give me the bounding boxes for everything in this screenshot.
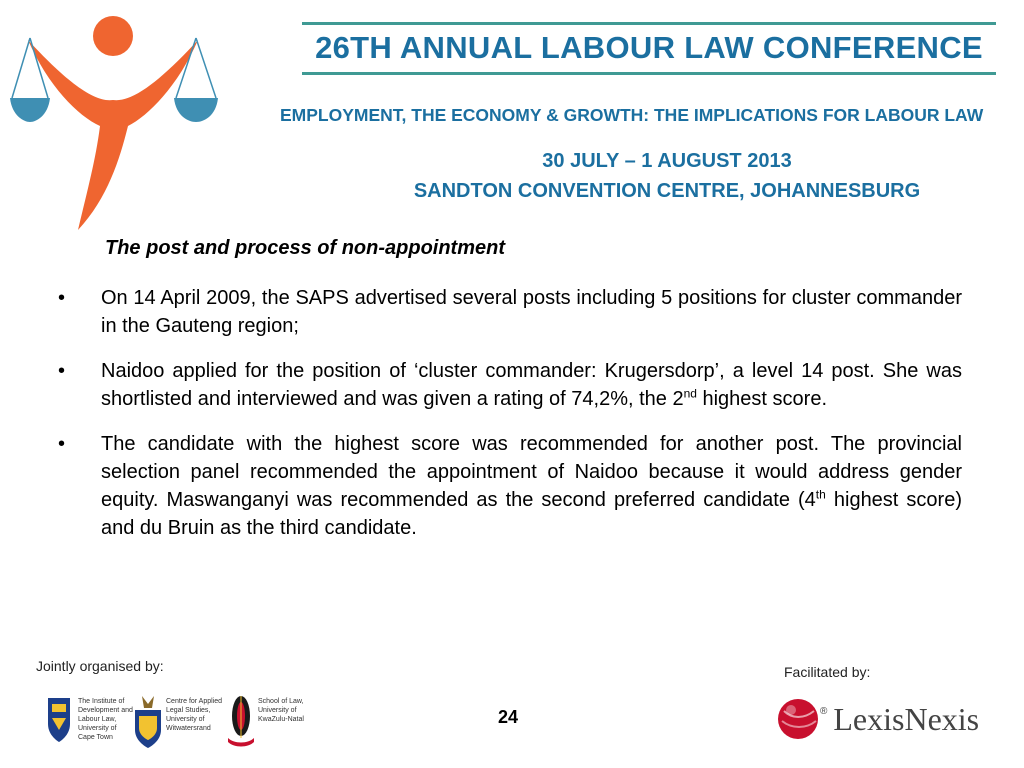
header-rule-top	[302, 22, 996, 25]
ordinal-suffix: nd	[683, 386, 697, 401]
bullet-item	[58, 357, 962, 413]
conference-theme: EMPLOYMENT, THE ECONOMY & GROWTH: THE IMPLICATIONS FOR LABOUR LAW	[280, 105, 984, 125]
conference-title: 26TH ANNUAL LABOUR LAW CONFERENCE	[315, 30, 983, 65]
lexisnexis-sphere-icon	[776, 697, 820, 741]
lexisnexis-registered-mark: ®	[820, 706, 828, 717]
lexisnexis-logo	[776, 694, 1006, 744]
organiser-wits-text: Centre for Applied Legal Studies, University of Witwatersrand	[166, 698, 223, 732]
bullet-text	[101, 430, 962, 542]
bullet-text-run: Naidoo applied for the position of ‘cluster commander: Krugersdorp’, a level 14 post. She was shortlisted and interviewed and was given a rating of 74,2%, the 2	[101, 360, 962, 410]
header-rule-bottom	[302, 72, 996, 75]
organiser-uct-text: The Institute of Development and Labour Law, University of Cape Town	[78, 698, 133, 741]
organiser-ukzn-text: School of Law, University of KwaZulu-Natal	[258, 698, 304, 723]
uct-crest-icon	[46, 694, 72, 746]
jointly-organised-label: Jointly organised by:	[36, 658, 164, 674]
bullet-text-run: highest score) and du Bruin as the third candidate.	[101, 489, 962, 539]
bullet-item	[58, 430, 962, 542]
conference-venue: SANDTON CONVENTION CENTRE, JOHANNESBURG	[413, 180, 921, 202]
wits-crest-icon	[132, 694, 164, 750]
ordinal-suffix: th	[815, 487, 826, 502]
bullet-marker: •	[58, 287, 66, 309]
slide-heading: The post and process of non-appointment	[105, 237, 505, 259]
bullet-item	[58, 284, 962, 340]
page-number: 24	[498, 707, 519, 727]
bullet-text-run: On 14 April 2009, the SAPS advertised several posts including 5 positions for cluster commander in the Gauteng region;	[101, 287, 962, 337]
bullet-marker: •	[58, 360, 66, 382]
bullet-text-run: highest score.	[696, 388, 828, 410]
bullet-text	[101, 357, 962, 413]
lexisnexis-wordmark: LexisNexis	[833, 700, 980, 737]
facilitated-by-label: Facilitated by:	[784, 664, 871, 680]
ukzn-crest-icon	[226, 694, 256, 750]
conference-dates: 30 JULY – 1 AUGUST 2013	[542, 150, 792, 172]
bullet-text	[101, 284, 962, 340]
conference-logo	[8, 8, 228, 233]
bullet-marker: •	[58, 433, 66, 455]
bullet-list	[58, 284, 962, 559]
bullet-text-run: The candidate with the highest score was recommended for another post. The provincial selection panel recommended the appointment of Naidoo because it would address gender equity. Maswanganyi was recommended as the second preferred candidate (4	[101, 433, 962, 511]
